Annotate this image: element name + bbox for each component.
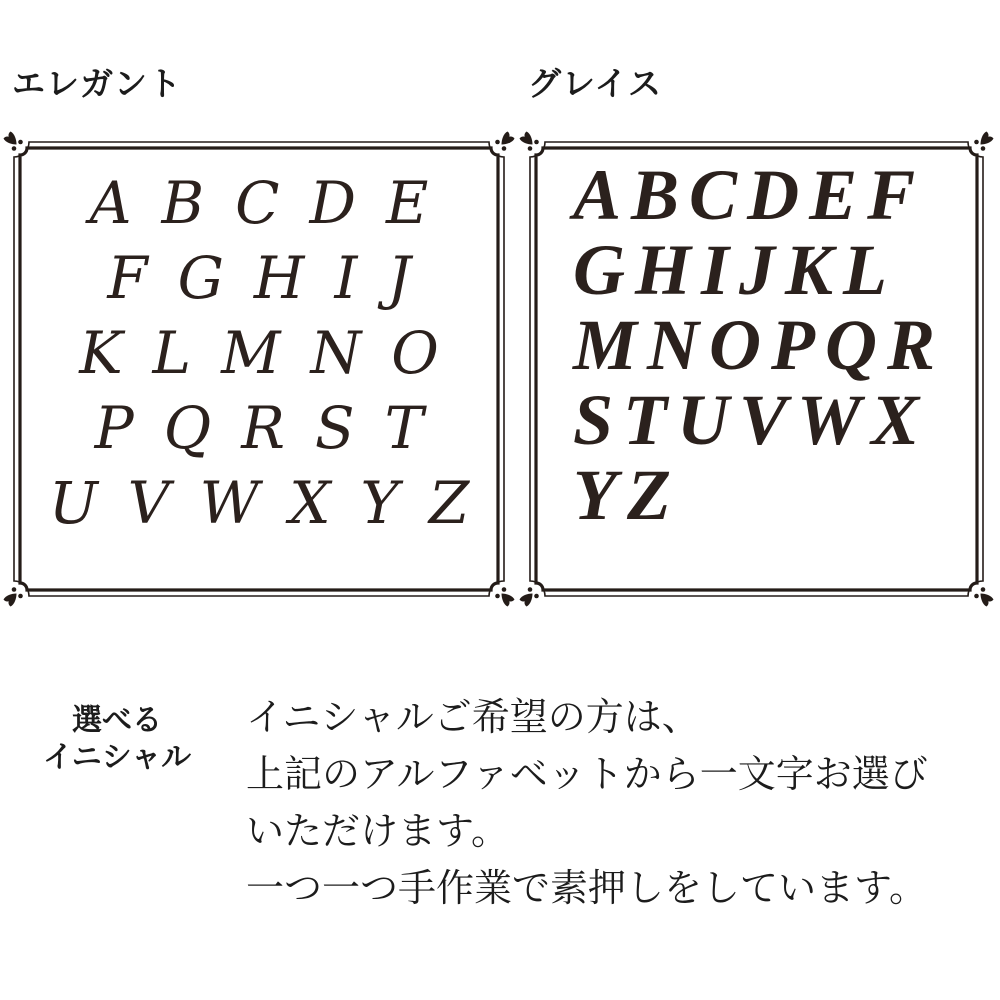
- alphabet-panel-elegant: [12, 140, 506, 598]
- description-line: いただけます。: [246, 811, 509, 853]
- footer-label: [34, 702, 200, 776]
- footer-label-line: 選べる: [72, 704, 162, 737]
- alphabet-row: ABCDE: [89, 169, 459, 237]
- alphabet-row: YZ: [573, 455, 681, 535]
- alphabet-row: UVWXYZ: [48, 469, 500, 537]
- alphabet-row: ABCDEF: [573, 155, 926, 235]
- description-line: イニシャルご希望の方は、: [246, 697, 700, 739]
- footer-label-line: イニシャル: [42, 741, 192, 774]
- alphabet-row: GHIJKL: [573, 230, 898, 310]
- alphabet-grid-elegant: [12, 140, 506, 598]
- panel-title-elegant: エレガント: [12, 65, 182, 102]
- alphabet-row: FGHIJ: [107, 244, 441, 312]
- alphabet-row: MNOPQR: [573, 305, 946, 385]
- description-line: 一つ一つ手作業で素押しをしています。: [246, 868, 927, 910]
- panel-title-grace: グレイス: [528, 65, 663, 102]
- alphabet-grid-grace: [528, 140, 985, 598]
- alphabet-row: PQRST: [94, 394, 454, 462]
- description-line: 上記のアルファベットから一文字お選び: [246, 754, 928, 796]
- alphabet-row: KLMNO: [79, 319, 469, 387]
- footer-description: [246, 690, 966, 918]
- alphabet-row: STUVWX: [573, 380, 930, 460]
- alphabet-panel-grace: [528, 140, 985, 598]
